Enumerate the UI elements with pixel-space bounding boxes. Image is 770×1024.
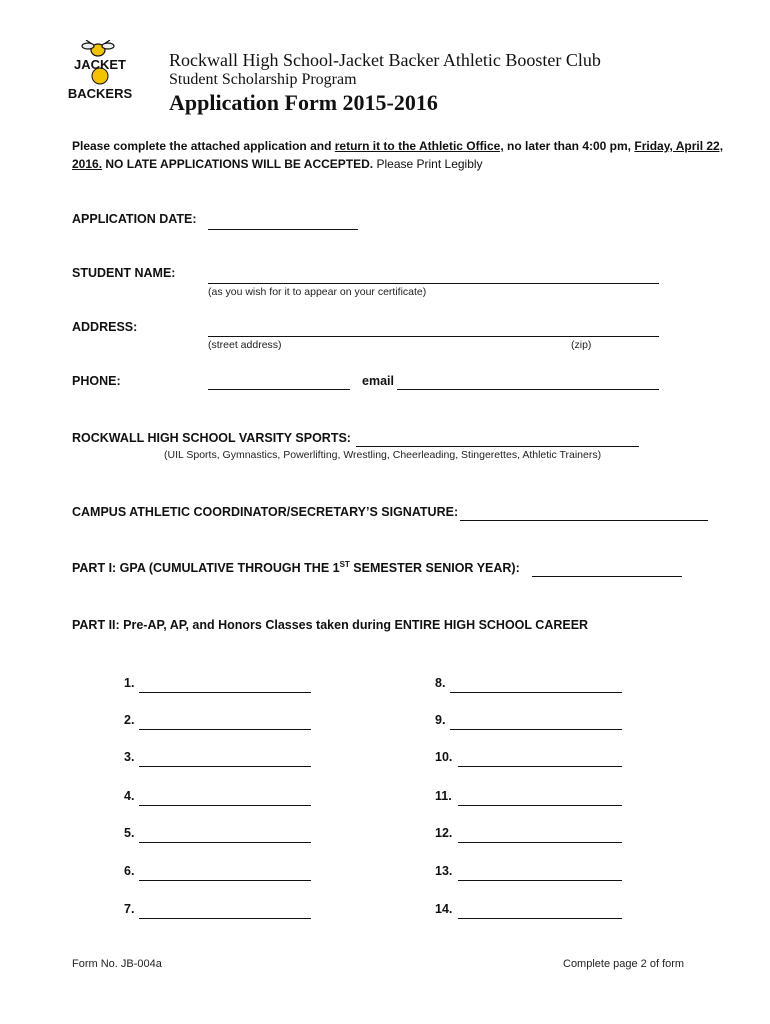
jacket-backers-logo [68, 40, 132, 110]
zip-note: (zip) [571, 339, 592, 351]
class-number-4: 4. [124, 789, 135, 803]
class-number-11: 11. [435, 789, 452, 803]
class-number-3: 3. [124, 750, 135, 764]
part1-sup: ST [339, 559, 350, 569]
signature-label: CAMPUS ATHLETIC COORDINATOR/SECRETARY’S SIGNATURE: [72, 505, 459, 519]
gpa-field[interactable] [532, 562, 682, 577]
class-field-2[interactable] [139, 715, 311, 730]
class-field-11[interactable] [458, 791, 622, 806]
intro-deadline: Friday, April 22, 2016. [72, 139, 724, 171]
part1-gpa-label [72, 561, 520, 575]
class-number-8: 8. [435, 676, 446, 690]
class-number-7: 7. [124, 902, 135, 916]
varsity-sports-note: (UIL Sports, Gymnastics, Powerlifting, Wrestling, Cheerleading, Stingerettes, Athletic Trainers) [164, 449, 602, 461]
class-number-14: 14. [435, 902, 453, 916]
svg-text:JACKET: JACKET [73, 57, 127, 72]
class-number-13: 13. [435, 864, 453, 878]
class-field-12[interactable] [458, 828, 622, 843]
header-program-name: Student Scholarship Program [169, 71, 357, 88]
intro-paragraph [72, 137, 724, 173]
intro-return-office: return it to the Athletic Office, [334, 139, 504, 153]
intro-text-3: no later than 4:00 pm, [503, 139, 635, 153]
application-date-label: APPLICATION DATE: [72, 212, 197, 226]
intro-no-late: NO LATE APPLICATIONS WILL BE ACCEPTED. [102, 157, 374, 171]
part1-text-b: SEMESTER SENIOR YEAR): [349, 561, 520, 575]
class-number-1: 1. [124, 676, 135, 690]
class-number-10: 10. [435, 750, 453, 764]
class-number-5: 5. [124, 826, 135, 840]
email-label: email [362, 374, 394, 388]
form-number: Form No. JB-004a [72, 958, 162, 970]
class-field-10[interactable] [458, 752, 622, 767]
svg-text:BACKERS: BACKERS [68, 86, 132, 101]
class-field-3[interactable] [139, 752, 311, 767]
intro-text-1: Please complete the attached application and [72, 139, 335, 153]
class-number-6: 6. [124, 864, 135, 878]
intro-print-legibly: Please Print Legibly [373, 157, 483, 171]
email-field[interactable] [397, 375, 659, 390]
class-field-7[interactable] [139, 904, 311, 919]
class-number-9: 9. [435, 713, 446, 727]
class-field-5[interactable] [139, 828, 311, 843]
part2-label: PART II: Pre-AP, AP, and Honors Classes taken during ENTIRE HIGH SCHOOL CAREER [72, 618, 589, 632]
signature-field[interactable] [460, 506, 708, 521]
class-field-6[interactable] [139, 866, 311, 881]
part1-text-a: PART I: GPA (CUMULATIVE THROUGH THE 1 [72, 561, 340, 575]
class-field-13[interactable] [458, 866, 622, 881]
phone-field[interactable] [208, 375, 350, 390]
address-label: ADDRESS: [72, 320, 138, 334]
phone-label: PHONE: [72, 374, 121, 388]
address-field[interactable] [208, 322, 659, 337]
header-club-name: Rockwall High School-Jacket Backer Athletic Booster Club [169, 50, 601, 70]
page-title: Application Form 2015-2016 [169, 90, 438, 115]
student-name-note: (as you wish for it to appear on your certificate) [208, 286, 427, 298]
application-date-field[interactable] [208, 215, 358, 230]
varsity-sports-label: ROCKWALL HIGH SCHOOL VARSITY SPORTS: [72, 431, 351, 445]
student-name-label: STUDENT NAME: [72, 266, 176, 280]
class-field-8[interactable] [450, 678, 622, 693]
complete-page-note: Complete page 2 of form [563, 958, 685, 970]
class-number-12: 12. [435, 826, 453, 840]
class-field-14[interactable] [458, 904, 622, 919]
street-address-note: (street address) [208, 339, 282, 351]
class-field-9[interactable] [450, 715, 622, 730]
class-field-4[interactable] [139, 791, 311, 806]
varsity-sports-field[interactable] [356, 432, 639, 447]
class-field-1[interactable] [139, 678, 311, 693]
student-name-field[interactable] [208, 269, 659, 284]
class-number-2: 2. [124, 713, 135, 727]
